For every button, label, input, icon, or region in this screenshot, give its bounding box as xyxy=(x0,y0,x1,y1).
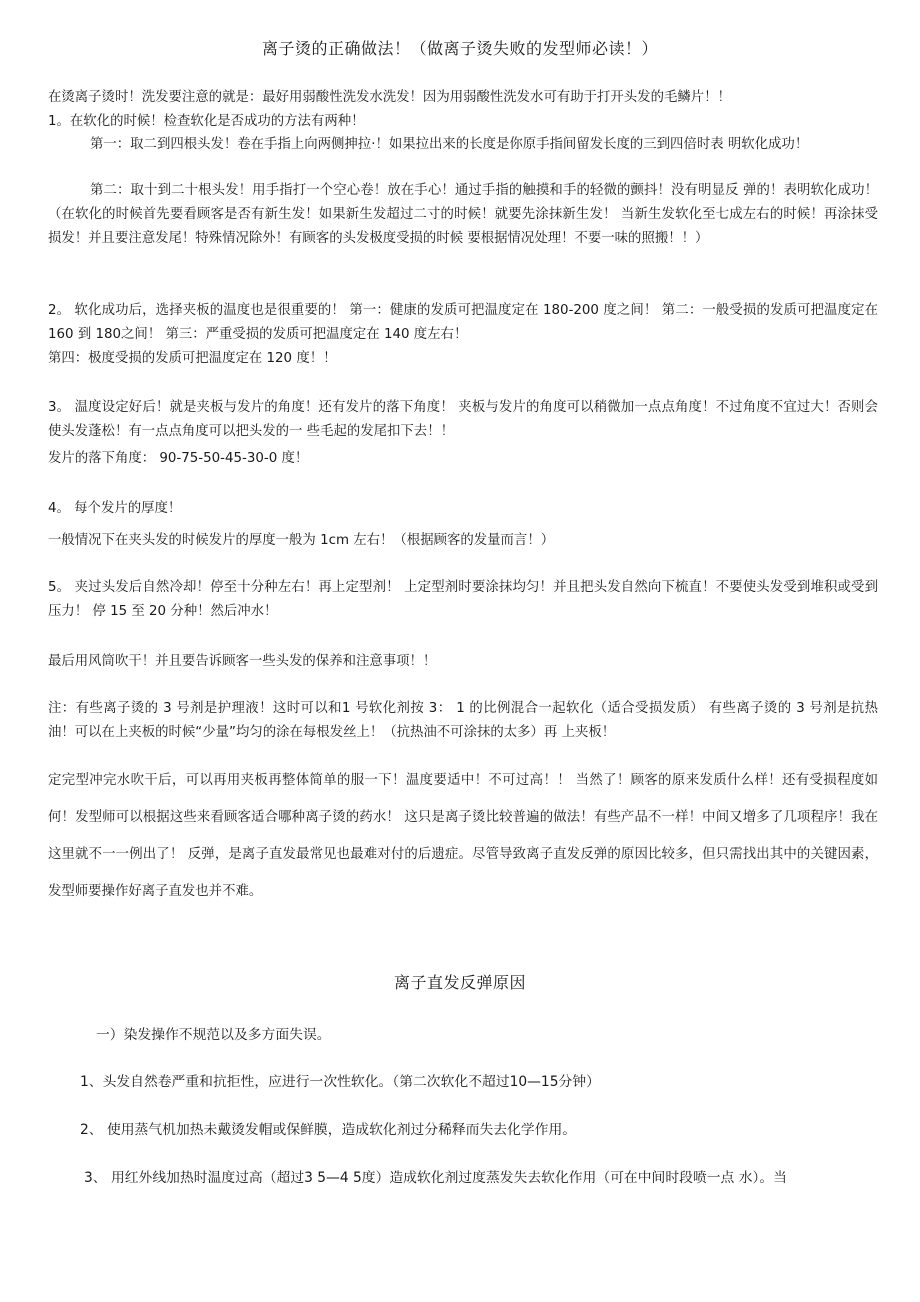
section2-sub1: 一）染发操作不规范以及多方面失误。 xyxy=(96,1027,331,1043)
step4-text: 一般情况下在夹头发的时候发片的厚度一般为 1cm 左右！（根据顾客的发量而言！） xyxy=(48,533,555,548)
note-paragraph: 注：有些离子烫的 3 号剂是护理液！这时可以和1 号软化剂按 3： 1 的比例混合一起软化（适合受损发质） 有些离子烫的 3 号剂是抗热油！可以在上夹板的时候“少量”均匀的涂在每根发丝上！（抗热油不可涂抹的太多）再 上夹板！ xyxy=(48,701,878,740)
step1-method2: 第二：取十到二十根头发！用手指打一个空心卷！放在手心！通过手指的触摸和手的轻微的颤抖！没有明显反 弹的！表明软化成功！（在软化的时候首先要看顾客是否有新生发！如果新生发超过二寸的时候！就要先涂抹新生发！ 当新生发软化至七成左右的时候！再涂抹受损发！并且要注意发尾！特殊情况除外！有顾客的头发极度受损的时候 要根据情况处理！不要一味的照搬！！） xyxy=(48,183,878,246)
step1-heading: 1。在软化的时候！检查软化是否成功的方法有两种！ xyxy=(48,114,365,129)
step2-paragraph: 2。 软化成功后，选择夹板的温度也是很重要的！ 第一：健康的发质可把温度定在 180-200 度之间！ 第二：一般受损的发质可把温度定在 160 到 180之间！ 第三：严重受损的发质可把温度定在 140 度左右！ xyxy=(48,303,878,342)
step4-heading: 4。 每个发片的厚度！ xyxy=(48,501,182,516)
closing-paragraph: 定完型冲完水吹干后，可以再用夹板再整体简单的服一下！温度要适中！不可过高！！ 当然了！顾客的原来发质什么样！还有受损程度如何！发型师可以根据这些来看顾客适合哪种离子烫的药水！ 这只是离子烫比较普遍的做法！有些产品不一样！中间又增多了几项程序！我在这里就不一一例出了！ 反弹，是离子直发最常见也最难对付的后遗症。尽管导致离子直发反弹的原因比较多，但只需找出其中的关键因素， 发型师要操作好离子直发也并不难。 xyxy=(48,773,878,899)
final-paragraph: 最后用风筒吹干！并且要告诉顾客一些头发的保养和注意事项！！ xyxy=(48,654,437,669)
section2-item3: 3、 用红外线加热时温度过高（超过3 5—4 5度）造成软化剂过度蒸发失去软化作用（可在中间时段喷一点 水）。当 xyxy=(84,1170,787,1186)
step2-fourth: 第四：极度受损的发质可把温度定在 120 度！！ xyxy=(48,351,337,366)
intro-paragraph: 在烫离子烫时！洗发要注意的就是：最好用弱酸性洗发水洗发！因为用弱酸性洗发水可有助于打开头发的毛鳞片！！ xyxy=(48,90,731,105)
step3-paragraph: 3。 温度设定好后！就是夹板与发片的角度！还有发片的落下角度！ 夹板与发片的角度可以稍微加一点点角度！不过角度不宜过大！否则会使头发蓬松！有一点点角度可以把头发的一 些毛起的发尾扣下去！！ xyxy=(48,400,878,439)
section2-item2: 2、 使用蒸气机加热未戴烫发帽或保鲜膜，造成软化剂过分稀释而失去化学作用。 xyxy=(80,1122,577,1138)
section2-item1: 1、头发自然卷严重和抗拒性，应进行一次性软化。（第二次软化不超过10—15分钟） xyxy=(80,1074,600,1090)
step3-angles: 发片的落下角度： 90-75-50-45-30-0 度！ xyxy=(48,451,309,466)
section2-title: 离子直发反弹原因 xyxy=(393,973,526,992)
page-title: 离子烫的正确做法！（做离子烫失败的发型师必读！） xyxy=(261,39,658,58)
step1-method1: 第一：取二到四根头发！卷在手指上向两侧抻拉·！如果拉出来的长度是你原手指间留发长度的三到四倍时表 明软化成功！ xyxy=(90,137,809,152)
step5-paragraph: 5。 夹过头发后自然冷却！停至十分种左右！再上定型剂！ 上定型剂时要涂抹均匀！并且把头发自然向下梳直！不要使头发受到堆积或受到压力！ 停 15 至 20 分种！然后冲水！ xyxy=(48,580,878,619)
